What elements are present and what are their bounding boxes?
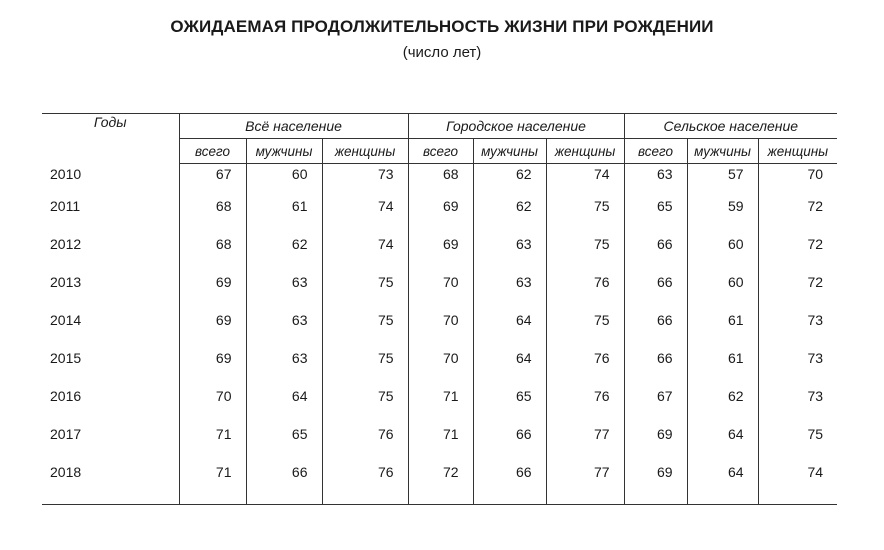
year-cell: 2012 (50, 236, 82, 252)
value-cell: 63 (473, 274, 546, 312)
value-cell: 61 (246, 198, 322, 236)
value-cell: 72 (758, 236, 837, 274)
value-cell: 60 (687, 274, 758, 312)
value-cell: 75 (322, 388, 408, 426)
value-cell: 76 (546, 350, 624, 388)
value-cell: 67 (624, 388, 687, 426)
year-cell: 2016 (50, 388, 82, 404)
value-cell: 75 (546, 236, 624, 274)
value-cell: 62 (246, 236, 322, 274)
value-cell: 68 (408, 164, 473, 199)
group-header-urban: Городское население (408, 114, 624, 139)
value-cell: 71 (408, 388, 473, 426)
value-cell: 77 (546, 464, 624, 505)
value-cell: 72 (408, 464, 473, 505)
value-cell: 66 (624, 236, 687, 274)
value-cell: 71 (408, 426, 473, 464)
value-cell: 73 (758, 312, 837, 350)
value-cell: 67 (179, 164, 246, 199)
table-row (42, 312, 837, 350)
table-row (42, 464, 837, 505)
value-cell: 63 (246, 312, 322, 350)
value-cell: 64 (246, 388, 322, 426)
value-cell: 74 (322, 236, 408, 274)
value-cell: 59 (687, 198, 758, 236)
value-cell: 61 (687, 312, 758, 350)
value-cell: 64 (687, 426, 758, 464)
value-cell: 64 (473, 312, 546, 350)
value-cell: 57 (687, 164, 758, 199)
value-cell: 65 (624, 198, 687, 236)
subheader-all-men: мужчины (246, 139, 322, 164)
subheader-urban-women: женщины (546, 139, 624, 164)
table-row (42, 274, 837, 312)
value-cell: 72 (758, 274, 837, 312)
value-cell: 63 (246, 274, 322, 312)
subheader-rural-men: мужчины (687, 139, 758, 164)
page-subtitle: (число лет) (402, 44, 482, 61)
value-cell: 63 (624, 164, 687, 199)
value-cell: 72 (758, 198, 837, 236)
value-cell: 69 (624, 464, 687, 505)
value-cell: 75 (546, 198, 624, 236)
year-cell: 2017 (50, 426, 82, 442)
value-cell: 70 (408, 350, 473, 388)
value-cell: 73 (758, 388, 837, 426)
value-cell: 73 (758, 350, 837, 388)
value-cell: 74 (546, 164, 624, 199)
value-cell: 76 (322, 426, 408, 464)
year-cell: 2015 (50, 350, 82, 366)
value-cell: 75 (758, 426, 837, 464)
value-cell: 63 (473, 236, 546, 274)
value-cell: 75 (322, 274, 408, 312)
value-cell: 60 (687, 236, 758, 274)
value-cell: 66 (624, 312, 687, 350)
value-cell: 62 (687, 388, 758, 426)
page-title: ОЖИДАЕМАЯ ПРОДОЛЖИТЕЛЬНОСТЬ ЖИЗНИ ПРИ РОЖДЕНИИ (170, 17, 714, 36)
value-cell: 61 (687, 350, 758, 388)
years-header: Годы (42, 114, 179, 164)
value-cell: 66 (473, 426, 546, 464)
value-cell: 63 (246, 350, 322, 388)
value-cell: 64 (473, 350, 546, 388)
value-cell: 66 (624, 274, 687, 312)
value-cell: 69 (624, 426, 687, 464)
value-cell: 74 (322, 198, 408, 236)
subheader-all-women: женщины (322, 139, 408, 164)
subheader-all-total: всего (179, 139, 246, 164)
year-cell: 2014 (50, 312, 82, 328)
value-cell: 69 (408, 198, 473, 236)
value-cell: 70 (408, 312, 473, 350)
value-cell: 69 (179, 274, 246, 312)
value-cell: 65 (473, 388, 546, 426)
value-cell: 75 (546, 312, 624, 350)
group-header-rural: Сельское население (624, 114, 837, 139)
value-cell: 68 (179, 236, 246, 274)
value-cell: 69 (179, 312, 246, 350)
year-cell: 2013 (50, 274, 82, 290)
value-cell: 69 (408, 236, 473, 274)
value-cell: 76 (546, 388, 624, 426)
value-cell: 62 (473, 164, 546, 199)
value-cell: 75 (322, 350, 408, 388)
table-row (42, 198, 837, 236)
value-cell: 77 (546, 426, 624, 464)
value-cell: 69 (179, 350, 246, 388)
year-cell: 2018 (42, 464, 179, 505)
value-cell: 64 (687, 464, 758, 505)
table-row (42, 350, 837, 388)
value-cell: 75 (322, 312, 408, 350)
group-header-all: Всё население (179, 114, 408, 139)
table-row (42, 426, 837, 464)
value-cell: 73 (322, 164, 408, 199)
subheader-urban-men: мужчины (473, 139, 546, 164)
value-cell: 68 (179, 198, 246, 236)
table-body (42, 164, 837, 505)
year-cell: 2010 (50, 165, 82, 182)
value-cell: 76 (546, 274, 624, 312)
table-row (42, 236, 837, 274)
subheader-urban-total: всего (408, 139, 473, 164)
life-expectancy-table (42, 113, 837, 505)
year-cell: 2011 (50, 198, 81, 214)
table-row (42, 388, 837, 426)
value-cell: 70 (408, 274, 473, 312)
subheader-rural-total: всего (624, 139, 687, 164)
value-cell: 60 (246, 164, 322, 199)
value-cell: 70 (179, 388, 246, 426)
value-cell: 74 (758, 464, 837, 505)
value-cell: 71 (179, 464, 246, 505)
value-cell: 71 (179, 426, 246, 464)
value-cell: 66 (624, 350, 687, 388)
value-cell: 62 (473, 198, 546, 236)
value-cell: 65 (246, 426, 322, 464)
subheader-rural-women: женщины (758, 139, 837, 164)
value-cell: 66 (246, 464, 322, 505)
value-cell: 70 (758, 164, 837, 199)
value-cell: 76 (322, 464, 408, 505)
table-row (42, 164, 837, 199)
value-cell: 66 (473, 464, 546, 505)
